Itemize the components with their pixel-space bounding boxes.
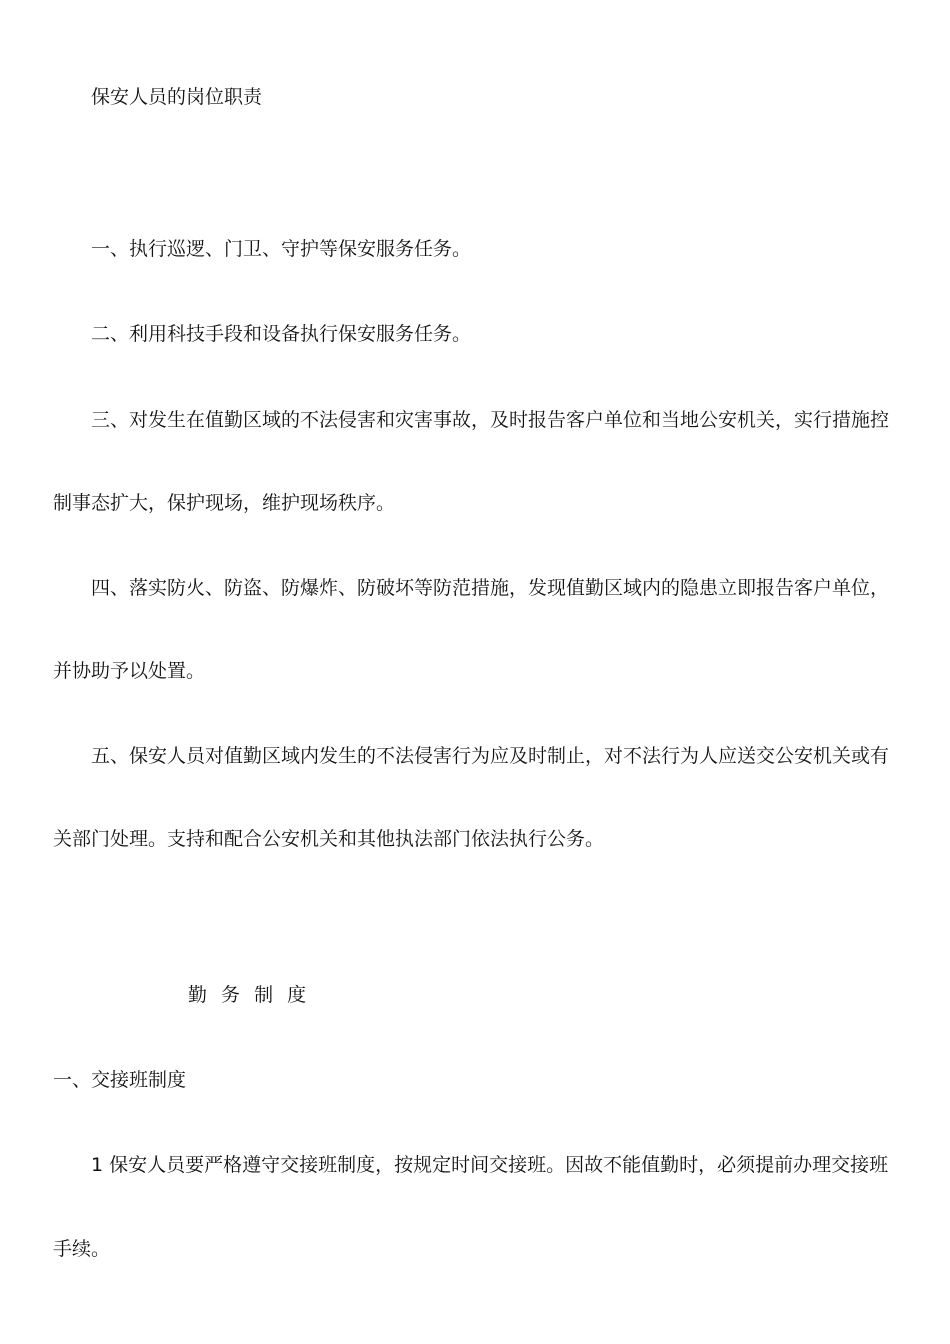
duty-1-line-1: 一、执行巡逻、门卫、守护等保安服务任务。 (91, 238, 472, 260)
duty-5-line-1: 五、保安人员对值勤区域内发生的不法侵害行为应及时制止，对不法行为人应送交公安机关或有 (91, 745, 890, 767)
duty-3-line-1: 三、对发生在值勤区域的不法侵害和灾害事故，及时报告客户单位和当地公安机关，实行措施控 (91, 409, 890, 431)
section-subheading: 一、交接班制度 (53, 1069, 187, 1091)
duty-5-line-2: 关部门处理。支持和配合公安机关和其他执法部门依法执行公务。 (53, 828, 605, 850)
section-heading: 勤 务 制 度 (188, 984, 311, 1006)
duty-3-line-2: 制事态扩大，保护现场，维护现场秩序。 (53, 492, 396, 514)
duty-4-line-1: 四、落实防火、防盗、防爆炸、防破坏等防范措施，发现值勤区域内的隐患立即报告客户单位， (91, 577, 890, 599)
duty-2-line-1: 二、利用科技手段和设备执行保安服务任务。 (91, 323, 472, 345)
rule-1-line-2: 手续。 (53, 1238, 111, 1260)
duty-4-line-2: 并协助予以处置。 (53, 660, 206, 682)
rule-1-line-1: 1 保安人员要严格遵守交接班制度，按规定时间交接班。因故不能值勤时，必须提前办理交接班 (91, 1154, 889, 1176)
document-title: 保安人员的岗位职责 (91, 86, 263, 108)
